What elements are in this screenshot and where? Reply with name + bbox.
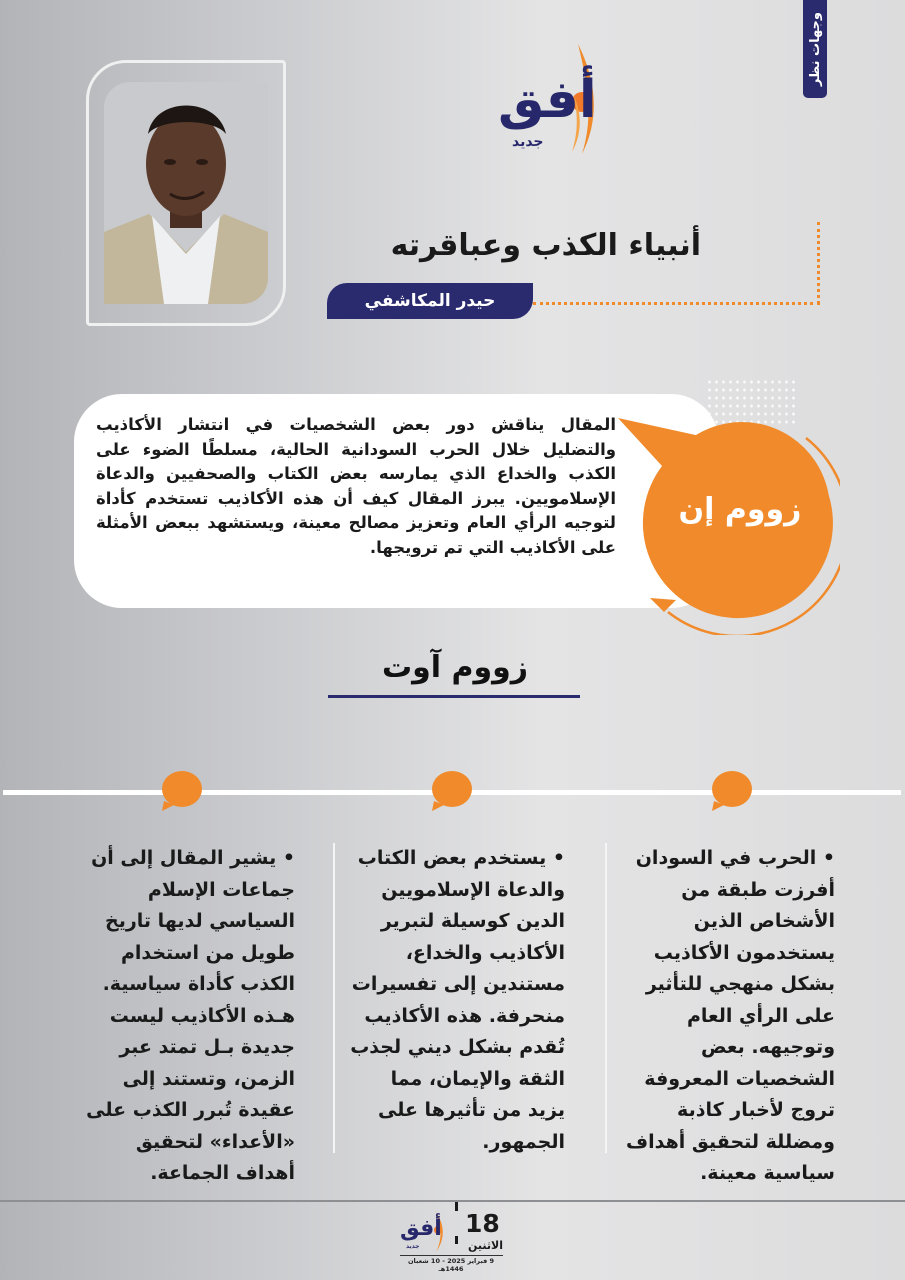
speech-bubble-icon bbox=[430, 771, 472, 811]
column-divider bbox=[333, 843, 335, 1153]
issue-day: الاثنين bbox=[468, 1239, 503, 1252]
zoom-out-point-1: • الحرب في السودان أفرزت طبقة من الأشخاص الذين يستخدمون الأكاذيب بشكل منهجي للتأثير على الرأي العام وتوجيهه. بعض الشخصيات المعروفة تروج لأخبار كاذبة ومضللة لتحقيق أهداف سياسية معينة. bbox=[626, 847, 835, 1184]
heading-underline bbox=[328, 695, 580, 698]
issue-date: 9 فبراير 2025 - 10 شعبان 1446هـ bbox=[407, 1257, 495, 1273]
author-name: حيدر المكاشفي bbox=[364, 291, 496, 311]
footer-divider bbox=[0, 1200, 905, 1202]
zoom-out-point-2: • يستخدم بعض الكتاب والدعاة الإسلامويين الدين كوسيلة لتبرير الأكاذيب والخداع، مستندين إلى تفسيرات منحرفة. هذه الأكاذيب تُقدم بشكل ديني لجذب الثقة والإيمان، مما يزيد من تأثيرها على الجمهور. bbox=[350, 847, 565, 1153]
speech-bubble-icon bbox=[160, 771, 202, 811]
summary-text: المقال يناقش دور بعض الشخصيات في انتشار الأكاذيب والتضليل خلال الحرب السودانية الحالية، مسلطًا الضوء على الكذب والخداع الذي يمارسه بعض الكتاب والصحفيين والدعاة الإسلامويين. يبرز المقال كيف أن هذه الأكاذيب تستخدم كأداة لتوجيه الرأي العام وتعزيز مصالح معينة، ويستشهد ببعض الأمثلة على الأكاذيب التي تم ترويجها. bbox=[96, 415, 616, 557]
footer-date-rule bbox=[400, 1255, 503, 1256]
author-portrait-icon bbox=[104, 82, 268, 304]
article-title: أنبياء الكذب وعباقرته bbox=[390, 228, 701, 263]
section-tag-label: وجهات نظر bbox=[807, 11, 823, 87]
decorative-dotted-line bbox=[817, 222, 820, 304]
logo-subtext: جديد bbox=[512, 134, 544, 150]
author-photo bbox=[104, 82, 268, 304]
footer-logo-subtext: جديد bbox=[406, 1243, 420, 1250]
decorative-dotted-line bbox=[533, 302, 820, 305]
speech-bubble-icon bbox=[710, 771, 752, 811]
section-tag bbox=[803, 0, 827, 98]
zoom-out-heading: زووم آوت bbox=[381, 650, 529, 685]
logo-text: أفق bbox=[498, 70, 597, 130]
publication-logo bbox=[488, 36, 608, 156]
footer-logo bbox=[400, 1210, 450, 1254]
zoom-out-point-3: • يشير المقال إلى أن جماعات الإسلام السياسي لديها تاريخ طويل من استخدام الكذب كأداة سياسية. هـذه الأكاذيب ليست جديدة بـل تمتد عبر الزمن، وتستند إلى عقيدة تُبرر الكذب على «الأعداء» لتحقيق أهداف الجماعة. bbox=[86, 847, 295, 1184]
footer-logo-text: أفق bbox=[400, 1216, 442, 1241]
footer-tick bbox=[455, 1202, 458, 1211]
column-divider bbox=[605, 843, 607, 1153]
page-number: 18 bbox=[465, 1209, 500, 1238]
author-name-badge bbox=[327, 283, 533, 319]
zoom-in-label: زووم إن bbox=[678, 492, 802, 527]
